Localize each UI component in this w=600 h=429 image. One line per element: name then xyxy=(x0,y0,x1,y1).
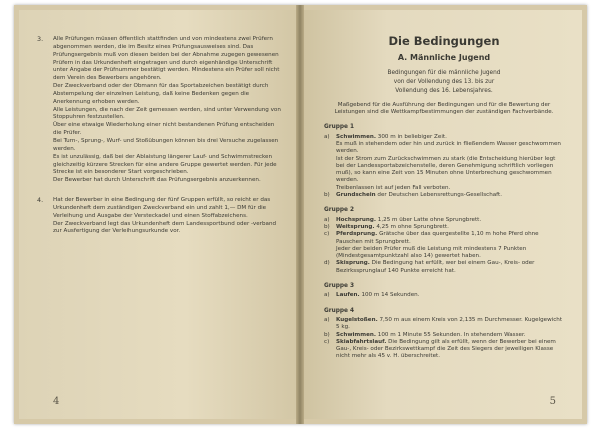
item-term: Hochsprung. xyxy=(336,216,377,223)
section-3-paragraph: Es ist unzulässig, daß bei der Ablaistung längerer Lauf- und Schwimmstrecken gleichzeitig kürzere Strecken für eine andere Gruppe gewertet werden. Für jede Strecke ist ein besonderer Start vorgeschrieben. xyxy=(53,153,277,176)
section-4-paragraph: Der Zweckverband legt das Urkundenheft dem Landessportbund oder -verband zur Ausfertigung der Verleihungsurkunde vor. xyxy=(53,220,277,235)
open-booklet xyxy=(14,5,587,424)
booklet-spine xyxy=(296,5,304,424)
item-term: Laufen. xyxy=(336,292,360,299)
section-3-number: 3. xyxy=(37,35,44,43)
requirement-item xyxy=(324,231,564,260)
item-text: Grätsche über das quergestellte 1,10 m hohe Pferd ohne Pauschen mit Sprungbrett. xyxy=(336,231,539,245)
intro-line: von der Vollendung des 13. bis zur xyxy=(393,79,495,85)
item-text: 1,25 m über Latte ohne Sprungbrett. xyxy=(377,216,482,223)
group-heading: Gruppe 3 xyxy=(324,283,355,290)
item-label: b) xyxy=(324,223,330,230)
left-page xyxy=(19,10,296,419)
item-term: Skiabfahrtslauf. xyxy=(336,338,387,345)
item-label: b) xyxy=(324,192,330,199)
item-term: Weitsprung. xyxy=(336,223,375,230)
requirement-item xyxy=(324,192,564,199)
item-label: b) xyxy=(324,331,330,338)
item-text: 100 m 1 Minute 55 Sekunden. In stehendem Wasser. xyxy=(377,331,526,338)
requirement-item xyxy=(324,339,564,361)
group-heading: Gruppe 4 xyxy=(324,307,355,314)
requirement-item xyxy=(324,260,564,275)
item-text: Treibenlassen ist auf jeden Fall verboten. xyxy=(336,184,451,191)
requirement-item xyxy=(324,317,564,332)
age-range-intro xyxy=(324,69,564,96)
section-3-paragraph: Über eine etwaige Wiederholung einer nicht bestandenen Prüfung entscheiden die Prüfer. xyxy=(53,122,275,137)
intro-line: Vollendung des 16. Lebensjahres. xyxy=(395,88,493,94)
requirement-item xyxy=(324,332,564,339)
page-number-left: 4 xyxy=(53,396,60,407)
section-4 xyxy=(37,197,282,236)
page-title: Die Bedingungen xyxy=(388,34,500,48)
section-subtitle: A. Männliche Jugend xyxy=(397,53,491,62)
section-3 xyxy=(37,36,282,185)
section-3-paragraph: Der Zweckverband oder der Obmann für das Sportabzeichen bestätigt durch Abstempelung der einzelnen Leistung, daß keine Bedenken gegen die Anerkennung erhoben werden. xyxy=(53,83,269,105)
rules-paragraph: Maßgebend für die Ausführung der Bedingungen und für die Bewertung der Leistungen sind die Wettkampfbestimmungen der zuständigen Fachverbände. xyxy=(334,102,554,116)
item-text: Ist der Strom zum Zurückschwimmen zu stark (die Entscheidung hierüber legt bei der Landessportabzeichenstelle, deren Genehmigung schriftlich vorliegen muß), so kann eine Zeit von 15 Minuten ohne Unterbrechung geschwommen werden. xyxy=(336,155,556,184)
right-page xyxy=(304,10,582,419)
item-text: 100 m 14 Sekunden. xyxy=(361,292,420,299)
item-term: Schwimmen. xyxy=(336,331,376,338)
item-label: c) xyxy=(324,231,330,238)
item-label: a) xyxy=(324,133,330,140)
item-text: Die Bedingung gilt als erfüllt, wenn der Bewerber bei einem Gau-, Kreis- oder Bezirkswettkampf die Zeit des Siegers der jeweiligen Klasse nicht mehr als 45 v. H. überschreitet. xyxy=(336,338,556,360)
item-text: 4,25 m ohne Sprungbrett. xyxy=(376,223,449,230)
page-number-right: 5 xyxy=(549,396,556,407)
item-label: d) xyxy=(324,260,330,267)
item-text: der Deutschen Lebensrettungs-Gesellschaft. xyxy=(377,192,503,199)
section-3-paragraph: Bei Turn-, Sprung-, Wurf- und Stoßübungen können bis drei Versuche zugelassen werden. xyxy=(53,137,279,152)
item-term: Skisprung. xyxy=(336,260,370,267)
item-label: a) xyxy=(324,316,330,323)
requirement-item xyxy=(324,224,564,231)
item-term: Pferdsprung. xyxy=(336,231,378,238)
group-heading: Gruppe 2 xyxy=(324,207,355,214)
item-text: 300 m in beliebiger Zeit. xyxy=(377,133,447,140)
requirement-item xyxy=(324,134,564,192)
section-4-paragraph: Hat der Bewerber in eine Bedingung der fünf Gruppen erfüllt, so reicht er das Urkundenheft dem zuständigen Zweckverband ein und zahlt 1,— DM für die Verleihung und Ausgabe der Versteckadel und einen Stoffabzeichens. xyxy=(53,197,271,219)
item-text: 7,50 m aus einem Kreis von 2,135 m Durchmesser. Kugelgewicht 5 kg. xyxy=(336,316,563,331)
section-4-number: 4. xyxy=(37,196,44,205)
requirement-item xyxy=(324,217,564,224)
section-3-paragraph: Alle Prüfungen müssen öffentlich stattfinden und von mindestens zwei Prüfern abgenommen werden, die im Besitz eines Prüfungsausweises sind. Das Prüfungsergebnis muß von diesen beiden bei der Abnahme zugegen gewesenen Prüfern in das Urkundenheft eingetragen und durch eigenhändige Unterschrift unter Angabe der Prüfnummer bestätigt werden. Mindestens ein Prüfer soll nicht dem Verein des Bewerbers angehören. xyxy=(53,36,280,82)
item-text: Die Bedingung hat erfüllt, wer bei einem Gau-, Kreis- oder Bezirkssprunglauf 140 Punkte erreicht hat. xyxy=(336,260,535,274)
item-label: a) xyxy=(324,216,330,223)
item-term: Grundschein xyxy=(336,192,376,199)
intro-line: Bedingungen für die männliche Jugend xyxy=(387,70,501,76)
item-text: Jeder der beiden Prüfer muß die Leistung mit mindestens 7 Punkten (Mindestgesamtpunktzahl also 14) gewertet haben. xyxy=(336,245,527,260)
section-3-paragraph: Der Bewerber hat durch Unterschrift das Prüfungsergebnis anzuerkennen. xyxy=(53,177,261,184)
item-label: a) xyxy=(324,292,330,299)
group-heading: Gruppe 1 xyxy=(324,124,355,131)
section-3-paragraph: Alle Leistungen, die nach der Zeit gemessen werden, sind unter Verwendung von Stoppuhren festzustellen. xyxy=(53,106,281,121)
item-text: Es muß in stehendem oder hin und zurück in fließendem Wasser geschwommen werden. xyxy=(336,141,561,155)
item-label: c) xyxy=(324,338,330,345)
requirement-item xyxy=(324,292,564,299)
item-term: Schwimmen. xyxy=(336,133,376,140)
item-term: Kugelstoßen. xyxy=(336,316,378,323)
